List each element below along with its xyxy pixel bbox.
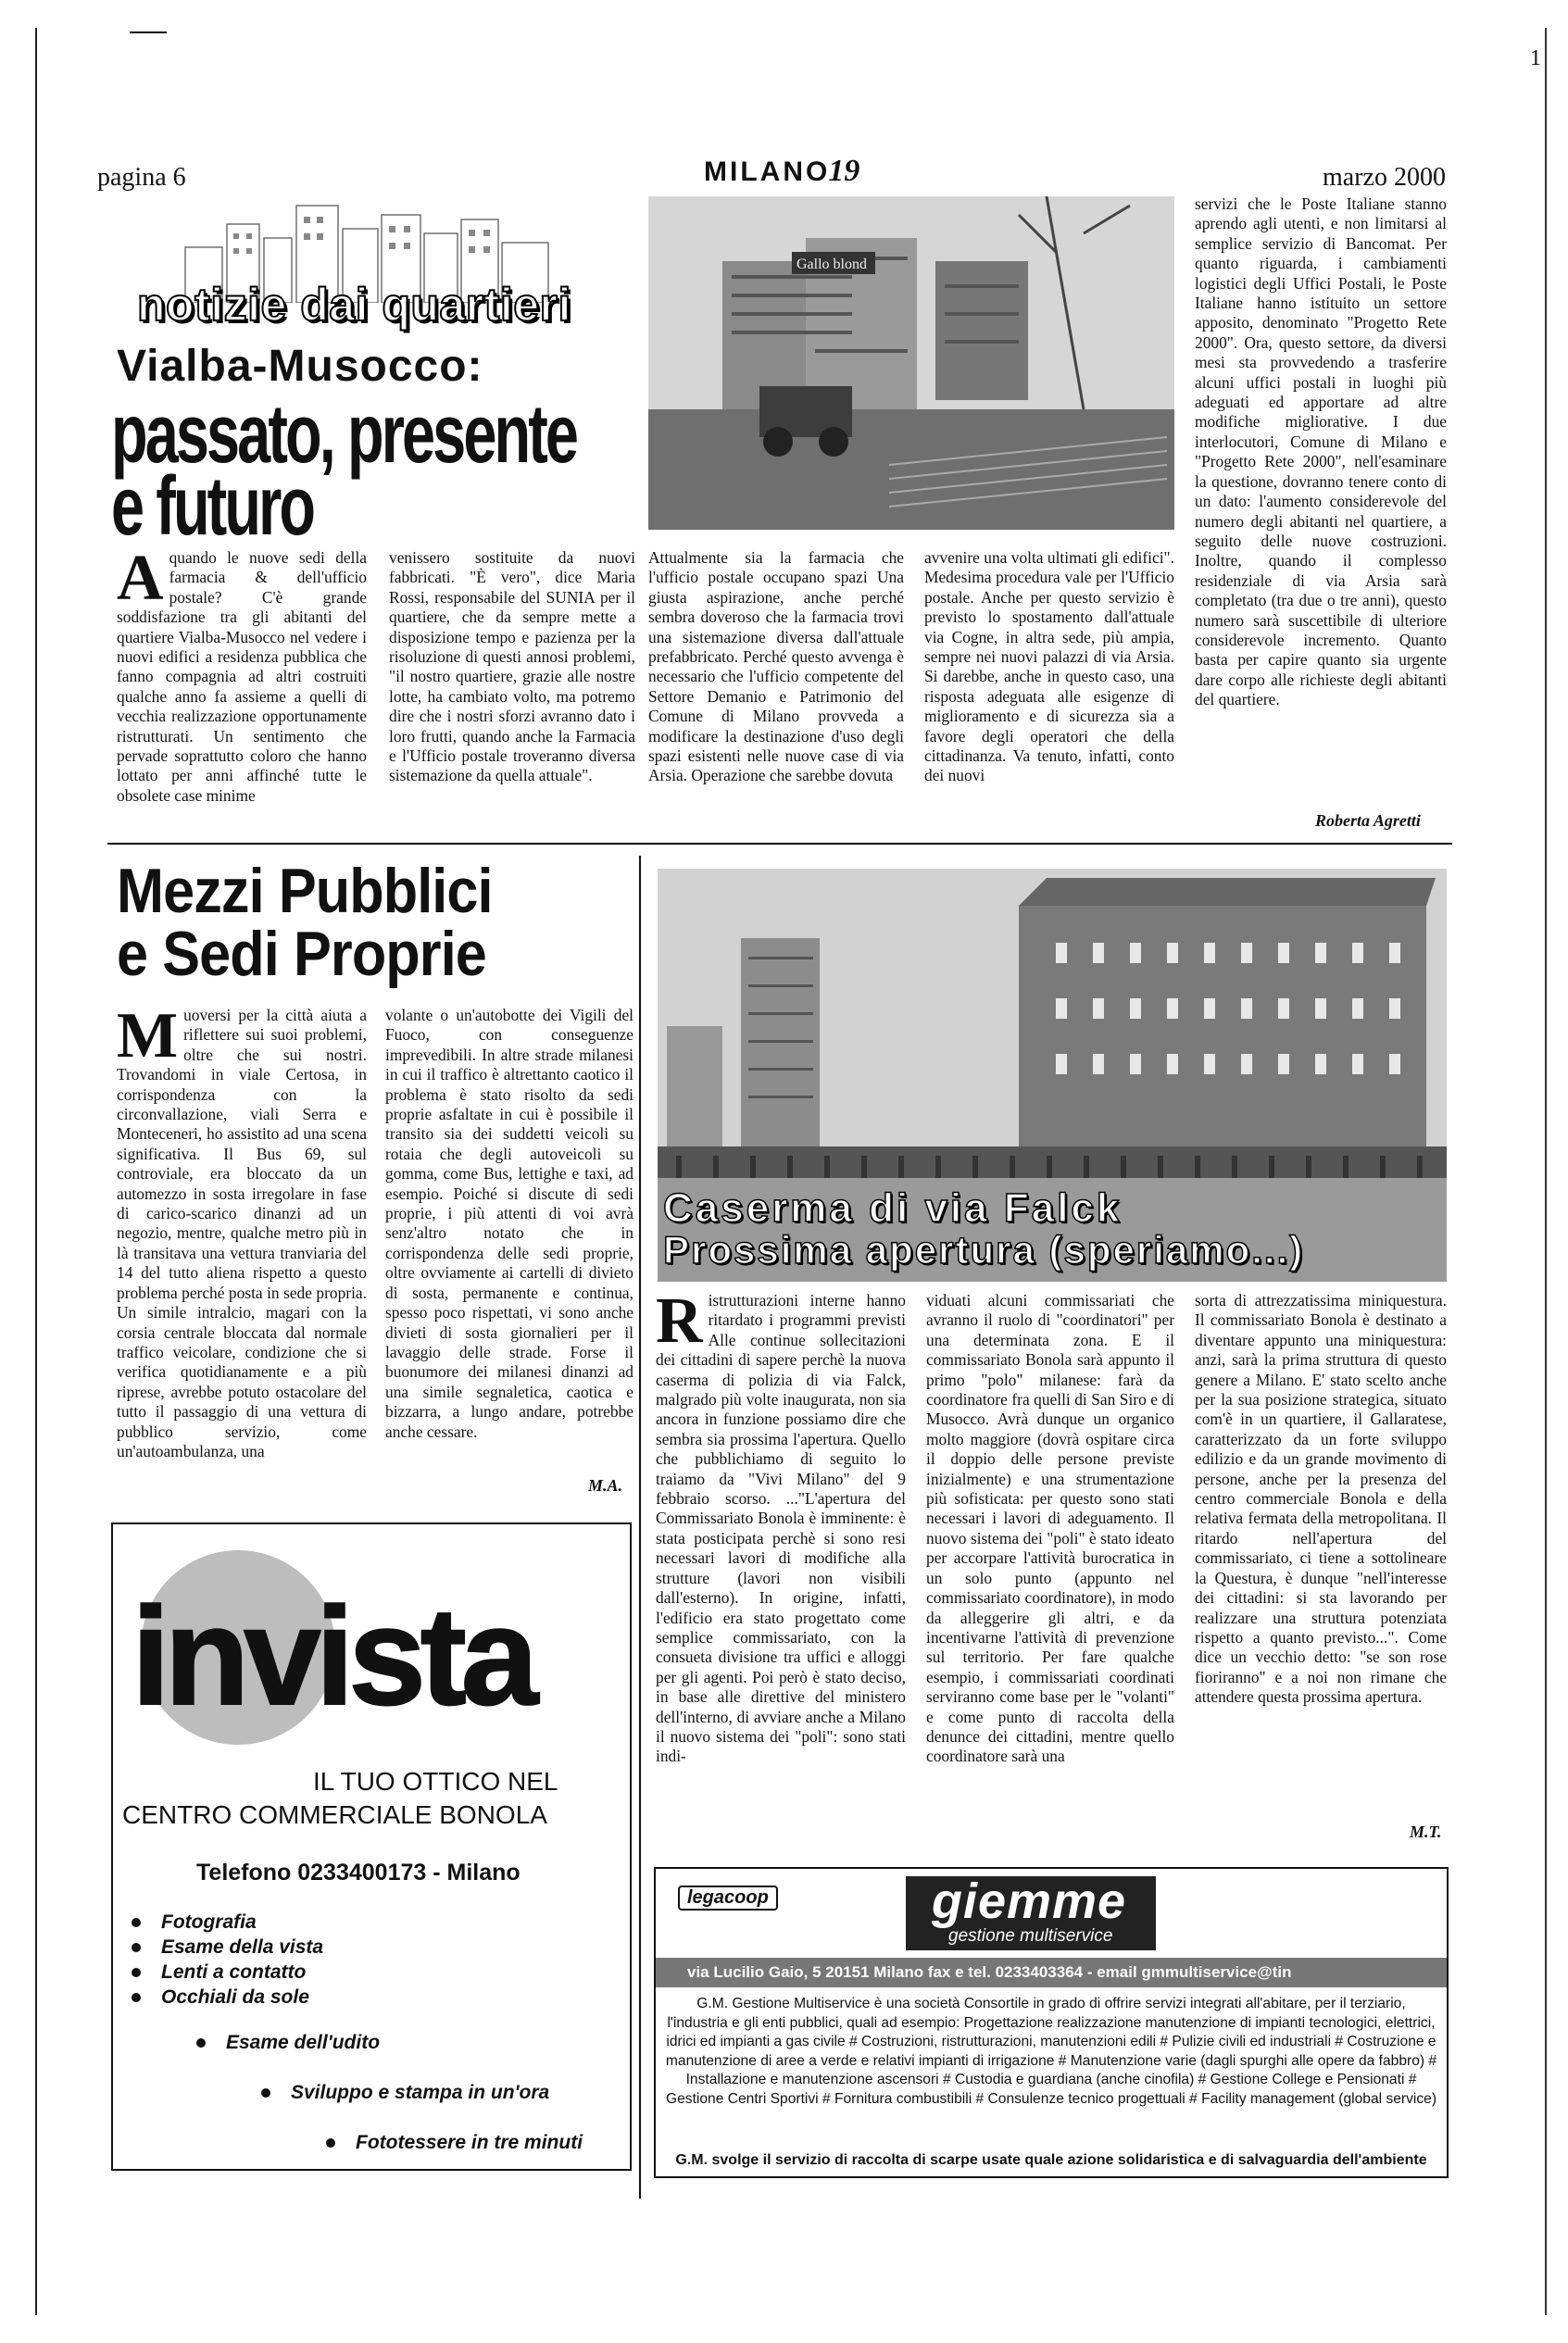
article1-column-4 bbox=[924, 548, 1174, 786]
billboard-sign: Gallo blond bbox=[797, 257, 867, 272]
article1-drop-cap: A bbox=[117, 543, 164, 614]
article1-headline-line2: e futuro bbox=[111, 460, 314, 553]
masthead-logo: 19 bbox=[828, 154, 860, 188]
article2-column-1 bbox=[117, 1000, 367, 1461]
giemme-footer: G.M. svolge il servizio di raccolta di scarpe usate quale azione solidaristica e di salvaguardia dell'ambiente bbox=[675, 2152, 1427, 2168]
article1-column-3 bbox=[648, 548, 904, 786]
article1-kicker: Vialba-Musocco: bbox=[117, 342, 483, 391]
article2-headline-line2: e Sedi Proprie bbox=[117, 919, 486, 989]
service-item: Fototessere in tre minuti bbox=[326, 2132, 583, 2154]
service-item: Esame dell'udito bbox=[196, 2032, 380, 2054]
giemme-body: G.M. Gestione Multiservice è una società Consortile in grado di offrire servizi integrati all'abitare, per il terziario, l'industria e gli enti pubblici, quali ad esempio: Progettazione realizzazione manutenzione di impianti tecnologici, elettrici, idrici ed impianti a gas civile # Costruzioni, ristrutturazioni, manutenzioni edili # Pulizie civili ed industriali # Costruzione e manutenzione di aree a verde e relativi impianti di irrigazione # Manutenzione varie (dagli spurghi alle opere da fabbro) # Installazione e manutenzione ascensori # Custodia e guardiana (anche cinofila) # Gestione College e Pensionati # Gestione Centri Sportivi # Fornitura combustibili # Consulenze tecnico progettuali # Facility management (global service) bbox=[665, 1996, 1437, 2107]
construction-site-photo bbox=[648, 196, 1174, 530]
article1-col1-text: quando le nuove sedi della farmacia & dell'ufficio postale? C'è grande soddisfazione tra gli abitanti del quartiere Vialba-Musocco nel vedere i nuovi edifici a residenza pubblica che fanno compagnia ad altri costruiti qualche anno fa assieme a quelli di vecchia realizzazione opportunamente ristrutturati. Un sentimento che pervade soprattutto coloro che hanno lottato per anni affinché tutte le obsolete case minime bbox=[117, 548, 367, 805]
column-divider bbox=[639, 856, 641, 2199]
invista-ad bbox=[111, 1522, 632, 2171]
article1-col5-text: servizi che le Poste Italiane stanno aprendo agli utenti, e non limitarsi al semplice servizio di Bancomat. Per quanto riguarda, i cambiamenti logistici degli Uffici Postali, le Poste Italiane hanno istituito un settore apposito, denominato "Progetto Rete 2000". Ora, questo settore, da diversi mesi sta provvedendo a trasferire alcuni uffici postali in luoghi più adeguati ed apportare ad altre modifiche migliorative. I due interlocutori, Comune di Milano e "Progetto Rete 2000", nell'esaminare la questione, dovranno tenere conto di un dato: l'aumento considerevole del numero degli abitanti nel quartiere, a seguito delle nuove costruzioni. Inoltre, quando il complesso residenziale di via Arsia sarà completato (tra due o tre anni), questo numero sarà suscettibile di ulteriore considerevole incremento. Quanto basta per capire quanto sia urgente dare corpo alle richieste degli abitanti del quartiere. bbox=[1195, 194, 1447, 709]
page-top-line bbox=[130, 31, 167, 33]
article3-col2-text: viduati alcuni commissariati che avranno il ruolo di "coordinatori" per una determinata zona. E il commissariato Bonola sarà appunto il primo "polo" milanese: farà da coordinatore fra quelli di San Siro e di Musocco. Avrà dunque un organico molto maggiore (dovrà ospitare circa il doppio delle persone previste inizialmente) e una strumentazione più sofisticata: per questo sono stati necessari i lavori di adeguamento. Il nuovo sistema dei "poli" è stato ideato per accorpare l'attività burocratica in un solo punto (appunto nel commissariato coordinatore), in modo da alleggerire gli altri, e da incentivarne l'attività di prevenzione sul territorio. Per fare qualche esempio, i commissariati coordinati serviranno come base per le "volanti" e come punto di raccolta della denunce dei cittadini, mentre quello coordinatore sarà una bbox=[926, 1291, 1174, 1766]
article2-col1-text: uoversi per la città aiuta a riflettere sui suoi problemi, oltre che sui nostri. Trovandomi in viale Certosa, in corrispondenza con la circonvallazione, viali Serra e Monteceneri, ho assistito ad una scena significativa. Il Bus 69, sul controviale, era bloccato da un automezzo in sosta irregolare in fase di carico-scarico dinanzi ad un negozio, mentre, qualche metro più in là transitava una vettura tranviaria del 14 del tutto aliena rispetto a questo problema perché posta in sede propria. Un simile intralcio, magari con la corsia centrale bloccata dal normale traffico veicolare, condizione che si verifica quotidianamente e a più riprese, avrebbe potuto ostacolare del tutto il passaggio di una vettura di pubblico servizio, come un'autoambulanza, una bbox=[117, 1006, 367, 1460]
section-label: notizie dai quartieri bbox=[137, 279, 571, 331]
invista-tagline-2: CENTRO COMMERCIALE BONOLA bbox=[122, 1800, 547, 1829]
article3-col1-text: istrutturazioni interne hanno ritardato i programmi previsti Alle continue sollecitazioni dei cittadini di sapere perchè la nuova caserma di polizia di via Falck, malgrado più volte inaugurata, non sia ancora in funzione possiamo dire che sembra sia prossima l'apertura. Quello che pubblichiamo di seguito lo traiamo da "Vivi Milano" del 9 febbraio scorso. ..."L'apertura del Commissariato Bonola è imminente: è stata posticipata perchè si sono resi necessari lavori di modifiche alla strutture (lavori non visibili dall'esterno). In origine, infatti, l'edificio era stato progettato come semplice commissariato, con la consueta divisione tra uffici e alloggi per gli agenti. Poi però è stato deciso, in base alle direttive del ministero dell'interno, di avviare anche a Milano il nuovo sistema dei "poli": sono stati indi- bbox=[656, 1291, 906, 1766]
giemme-address-bar: via Lucilio Gaio, 5 20151 Milano fax e tel. 0233403364 - email gmmultiservice@tin bbox=[656, 1958, 1447, 1987]
article1-byline: Roberta Agretti bbox=[1315, 811, 1421, 830]
page-number: pagina 6 bbox=[97, 163, 186, 192]
service-item: Fotografia bbox=[132, 1911, 257, 1934]
masthead-title: MILANO bbox=[704, 157, 831, 187]
invista-phone: Telefono 0233400173 - Milano bbox=[196, 1860, 521, 1886]
service-item: Occhiali da sole bbox=[132, 1986, 309, 2009]
article3-column-3 bbox=[1195, 1291, 1447, 1708]
giemme-logo: giemme bbox=[932, 1873, 1127, 1929]
masthead bbox=[704, 154, 859, 189]
photo-caption-line2: Prossima apertura (speriamo...) bbox=[663, 1228, 1305, 1272]
article1-bottom-rule bbox=[107, 843, 1452, 845]
page-right-edge bbox=[1545, 28, 1547, 2315]
article1-column-2 bbox=[389, 548, 635, 786]
article3-column-1 bbox=[656, 1285, 906, 1767]
article2-headline-line1: Mezzi Pubblici bbox=[117, 856, 493, 926]
article3-byline: M.T. bbox=[1410, 1823, 1442, 1841]
invista-logo: invista bbox=[132, 1578, 533, 1734]
article3-column-2 bbox=[926, 1291, 1174, 1767]
article2-column-2 bbox=[385, 1006, 633, 1442]
service-item: Sviluppo e stampa in un'ora bbox=[261, 2082, 549, 2104]
photo-caption-line1: Caserma di via Falck bbox=[663, 1185, 1123, 1231]
issue-date: marzo 2000 bbox=[1323, 163, 1446, 192]
article2-byline: M.A. bbox=[588, 1476, 623, 1495]
giemme-logo-box bbox=[906, 1873, 1156, 1950]
article3-col3-text: sorta di attrezzatissima miniquestura. Il commissariato Bonola è destinato a diventare appunto una miniquestura: anzi, sarà la prima struttura di questo genere a Milano. E' stato scelto anche per la sua posizione strategica, situato com'è in un quartiere, il Gallaratese, caratterizzato da un forte sviluppo edilizio e da un grande movimento di persone, anche per la presenza del centro commerciale Bonola e della relativa fermata della metropolitana. Il ritardo nell'apertura del commissariato, ci tiene a sottolineare la Questura, è dunque "nell'interesse dei cittadini: si sta lavorando per realizzare una struttura potenziata rispetto a quanto previsto...". Come dice un vecchio detto: "se son rose fioriranno" e a noi non rimane che attendere questa prossima apertura. bbox=[1195, 1291, 1447, 1707]
legacoop-logo: legacoop bbox=[678, 1886, 778, 1911]
article1-column-5 bbox=[1195, 194, 1447, 710]
giemme-logo-sub: gestione multiservice bbox=[948, 1926, 1113, 1946]
article1-col4-text: avvenire una volta ultimati gli edifici". Medesima procedura vale per l'Ufficio postale. Anche per questo servizio è previsto lo spostamento dall'attuale via Cogne, in altra sede, più ampia, sempre nei nuovi palazzi di via Arsia. Si darebbe, anche in questo caso, una risposta adeguata alle esigenze di miglioramento e di sicurezza sia a favore degli operatori che della cittadinanza. Va tenuto, infatti, conto dei nuovi bbox=[924, 548, 1174, 785]
service-item: Esame della vista bbox=[132, 1936, 323, 1959]
article2-col2-text: volante o un'autobotte dei Vigili del Fuoco, con conseguenze imprevedibili. In altre strade milanesi in cui il traffico è altrettanto caotico il problema è stato risolto da sedi proprie asfaltate in cui è possibile il transito sia dei suddetti veicoli su rotaia che degli autoveicoli su gomma, come Bus, lettighe e taxi, ad esempio. Poiché si discute di sedi proprie, i più attenti di voi avrà senz'altro notato che in corrispondenza delle sedi proprie, oltre ovviamente ai cartelli di divieto di sosta, permanente e continua, spesso poco rispettati, vi sono anche divieti di sosta giornalieri per il lavaggio delle strade. Forse il buonumore dei milanesi dinanzi ad una simile segnaletica, caotica e bizzarra, a lungo andare, potrebbe anche cessare. bbox=[385, 1006, 633, 1441]
article3-drop-cap: R bbox=[656, 1285, 703, 1357]
article1-headline-line1: passato, presente bbox=[111, 388, 577, 481]
corner-mark: 1 bbox=[1530, 46, 1541, 70]
article1-col2-text: venissero sostituite da nuovi fabbricati. "È vero", dice Maria Rossi, responsabile del SUNIA per il quartiere, che da sempre mette a disposizione tempo e pazienza per la risoluzione di questi annosi problemi, "il nostro quartiere, grazie alle nostre lotte, ha cambiato volto, ma potremo dire che i nostri sforzi avranno dato i loro frutti, quando anche la Farmacia e l'Ufficio postale troveranno diversa sistemazione da quella attuale". bbox=[389, 548, 635, 785]
service-item: Lenti a contatto bbox=[132, 1961, 306, 1984]
article1-col3-text: Attualmente sia la farmacia che l'ufficio postale occupano spazi Una giusta aspirazione, anche perché sembra doveroso che la farmacia trovi una sistemazione diversa dall'attuale prefabbricato. Perché questo avvenga è necessario che l'ufficio competente del Settore Demanio e Patrimonio del Comune di Milano provveda a modificare la destinazione d'uso degli spazi esistenti nelle nuove case di via Arsia. Operazione che sarebbe dovuta bbox=[648, 548, 904, 785]
article1-column-1 bbox=[117, 543, 367, 806]
article2-drop-cap: M bbox=[117, 1000, 179, 1071]
page-left-edge bbox=[35, 28, 37, 2315]
giemme-ad bbox=[654, 1867, 1449, 2178]
invista-tagline-1: IL TUO OTTICO NEL bbox=[313, 1767, 558, 1796]
